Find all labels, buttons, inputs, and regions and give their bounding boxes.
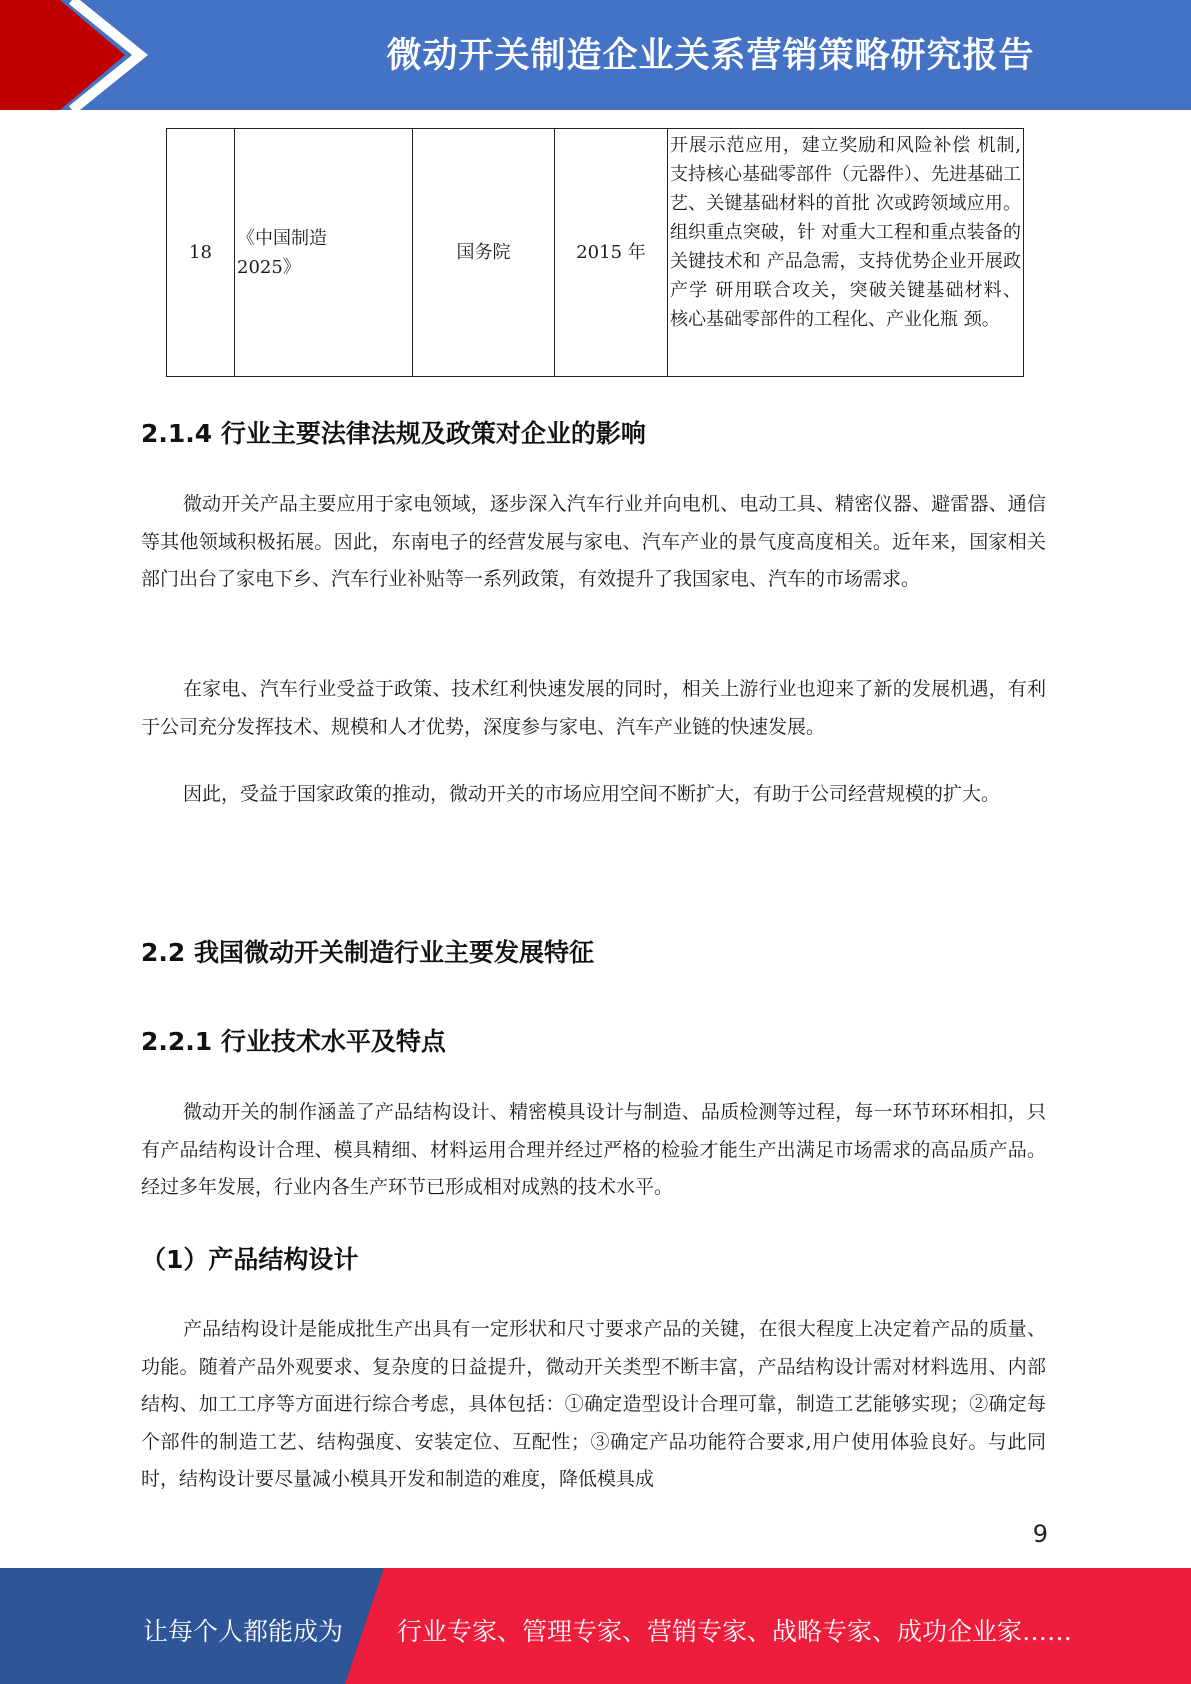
- issue-year: 2015 年: [555, 129, 668, 377]
- section-heading-2-2: 2.2 我国微动开关制造行业主要发展特征: [141, 938, 594, 967]
- red-arrow-decoration: [0, 0, 160, 110]
- paragraph: 产品结构设计是能成批生产出具有一定形状和尺寸要求产品的关键，在很大程度上决定着产品的质量、功能。随着产品外观要求、复杂度的日益提升，微动开关类型不断丰富，产品结构设计需对材料选用、内部结构、加工工序等方面进行综合考虑，具体包括：①确定造型设计合理可靠，制造工艺能够实现；②确定每个部件的制造工艺、结构强度、安装定位、互配性；③确定产品功能符合要求,用户使用体验良好。与此同时，结构设计要尽量减小模具开发和制造的难度，降低模具成: [141, 1318, 1046, 1490]
- page-footer: [0, 1568, 1191, 1684]
- policy-content: 开展示范应用，建立奖励和风险补偿 机制,支持核心基础零部件（元器件）、先进基础工艺、关键基础材料的首批 次或跨领域应用。组织重点突破，针 对重大工程和重点装备的关键技术和 产品急需，支持优势企业开展政产学 研用联合攻关，突破关键基础材料、 核心基础零部件的工程化、产业化瓶 颈。: [668, 129, 1024, 377]
- header-title: 微动开关制造企业关系营销策略研究报告: [386, 36, 1035, 76]
- footer-slogan-right: 行业专家、管理专家、营销专家、战略专家、成功企业家……: [397, 1617, 1073, 1646]
- section-heading-2-1-4: 2.1.4 行业主要法律法规及政策对企业的影响: [141, 419, 646, 448]
- subsection-heading-1: （1）产品结构设计: [141, 1245, 359, 1274]
- page-header: [0, 0, 1191, 110]
- policy-name: 《中国制造2025》: [235, 129, 413, 377]
- section-heading-2-2-1: 2.2.1 行业技术水平及特点: [141, 1027, 446, 1056]
- paragraph: 在家电、汽车行业受益于政策、技术红利快速发展的同时，相关上游行业也迎来了新的发展机遇，有利于公司充分发挥技术、规模和人才优势，深度参与家电、汽车产业链的快速发展。: [141, 678, 1046, 738]
- policy-table: [166, 128, 1024, 377]
- page-number: 9: [1032, 1520, 1048, 1548]
- row-number: 18: [167, 129, 235, 377]
- issuing-organization: 国务院: [413, 129, 555, 377]
- footer-slogan-left: 让每个人都能成为: [143, 1617, 344, 1646]
- paragraph: 微动开关的制作涵盖了产品结构设计、精密模具设计与制造、品质检测等过程，每一环节环环相扣，只有产品结构设计合理、模具精细、材料运用合理并经过严格的检验才能生产出满足市场需求的高品质产品。经过多年发展，行业内各生产环节已形成相对成熟的技术水平。: [141, 1101, 1046, 1198]
- paragraph: 微动开关产品主要应用于家电领域，逐步深入汽车行业并向电机、电动工具、精密仪器、避雷器、通信等其他领域积极拓展。因此，东南电子的经营发展与家电、汽车产业的景气度高度相关。近年来，国家相关部门出台了家电下乡、汽车行业补贴等一系列政策，有效提升了我国家电、汽车的市场需求。: [141, 493, 1046, 590]
- table-row: [167, 129, 1024, 377]
- paragraph: 因此，受益于国家政策的推动，微动开关的市场应用空间不断扩大，有助于公司经营规模的扩大。: [183, 783, 1001, 805]
